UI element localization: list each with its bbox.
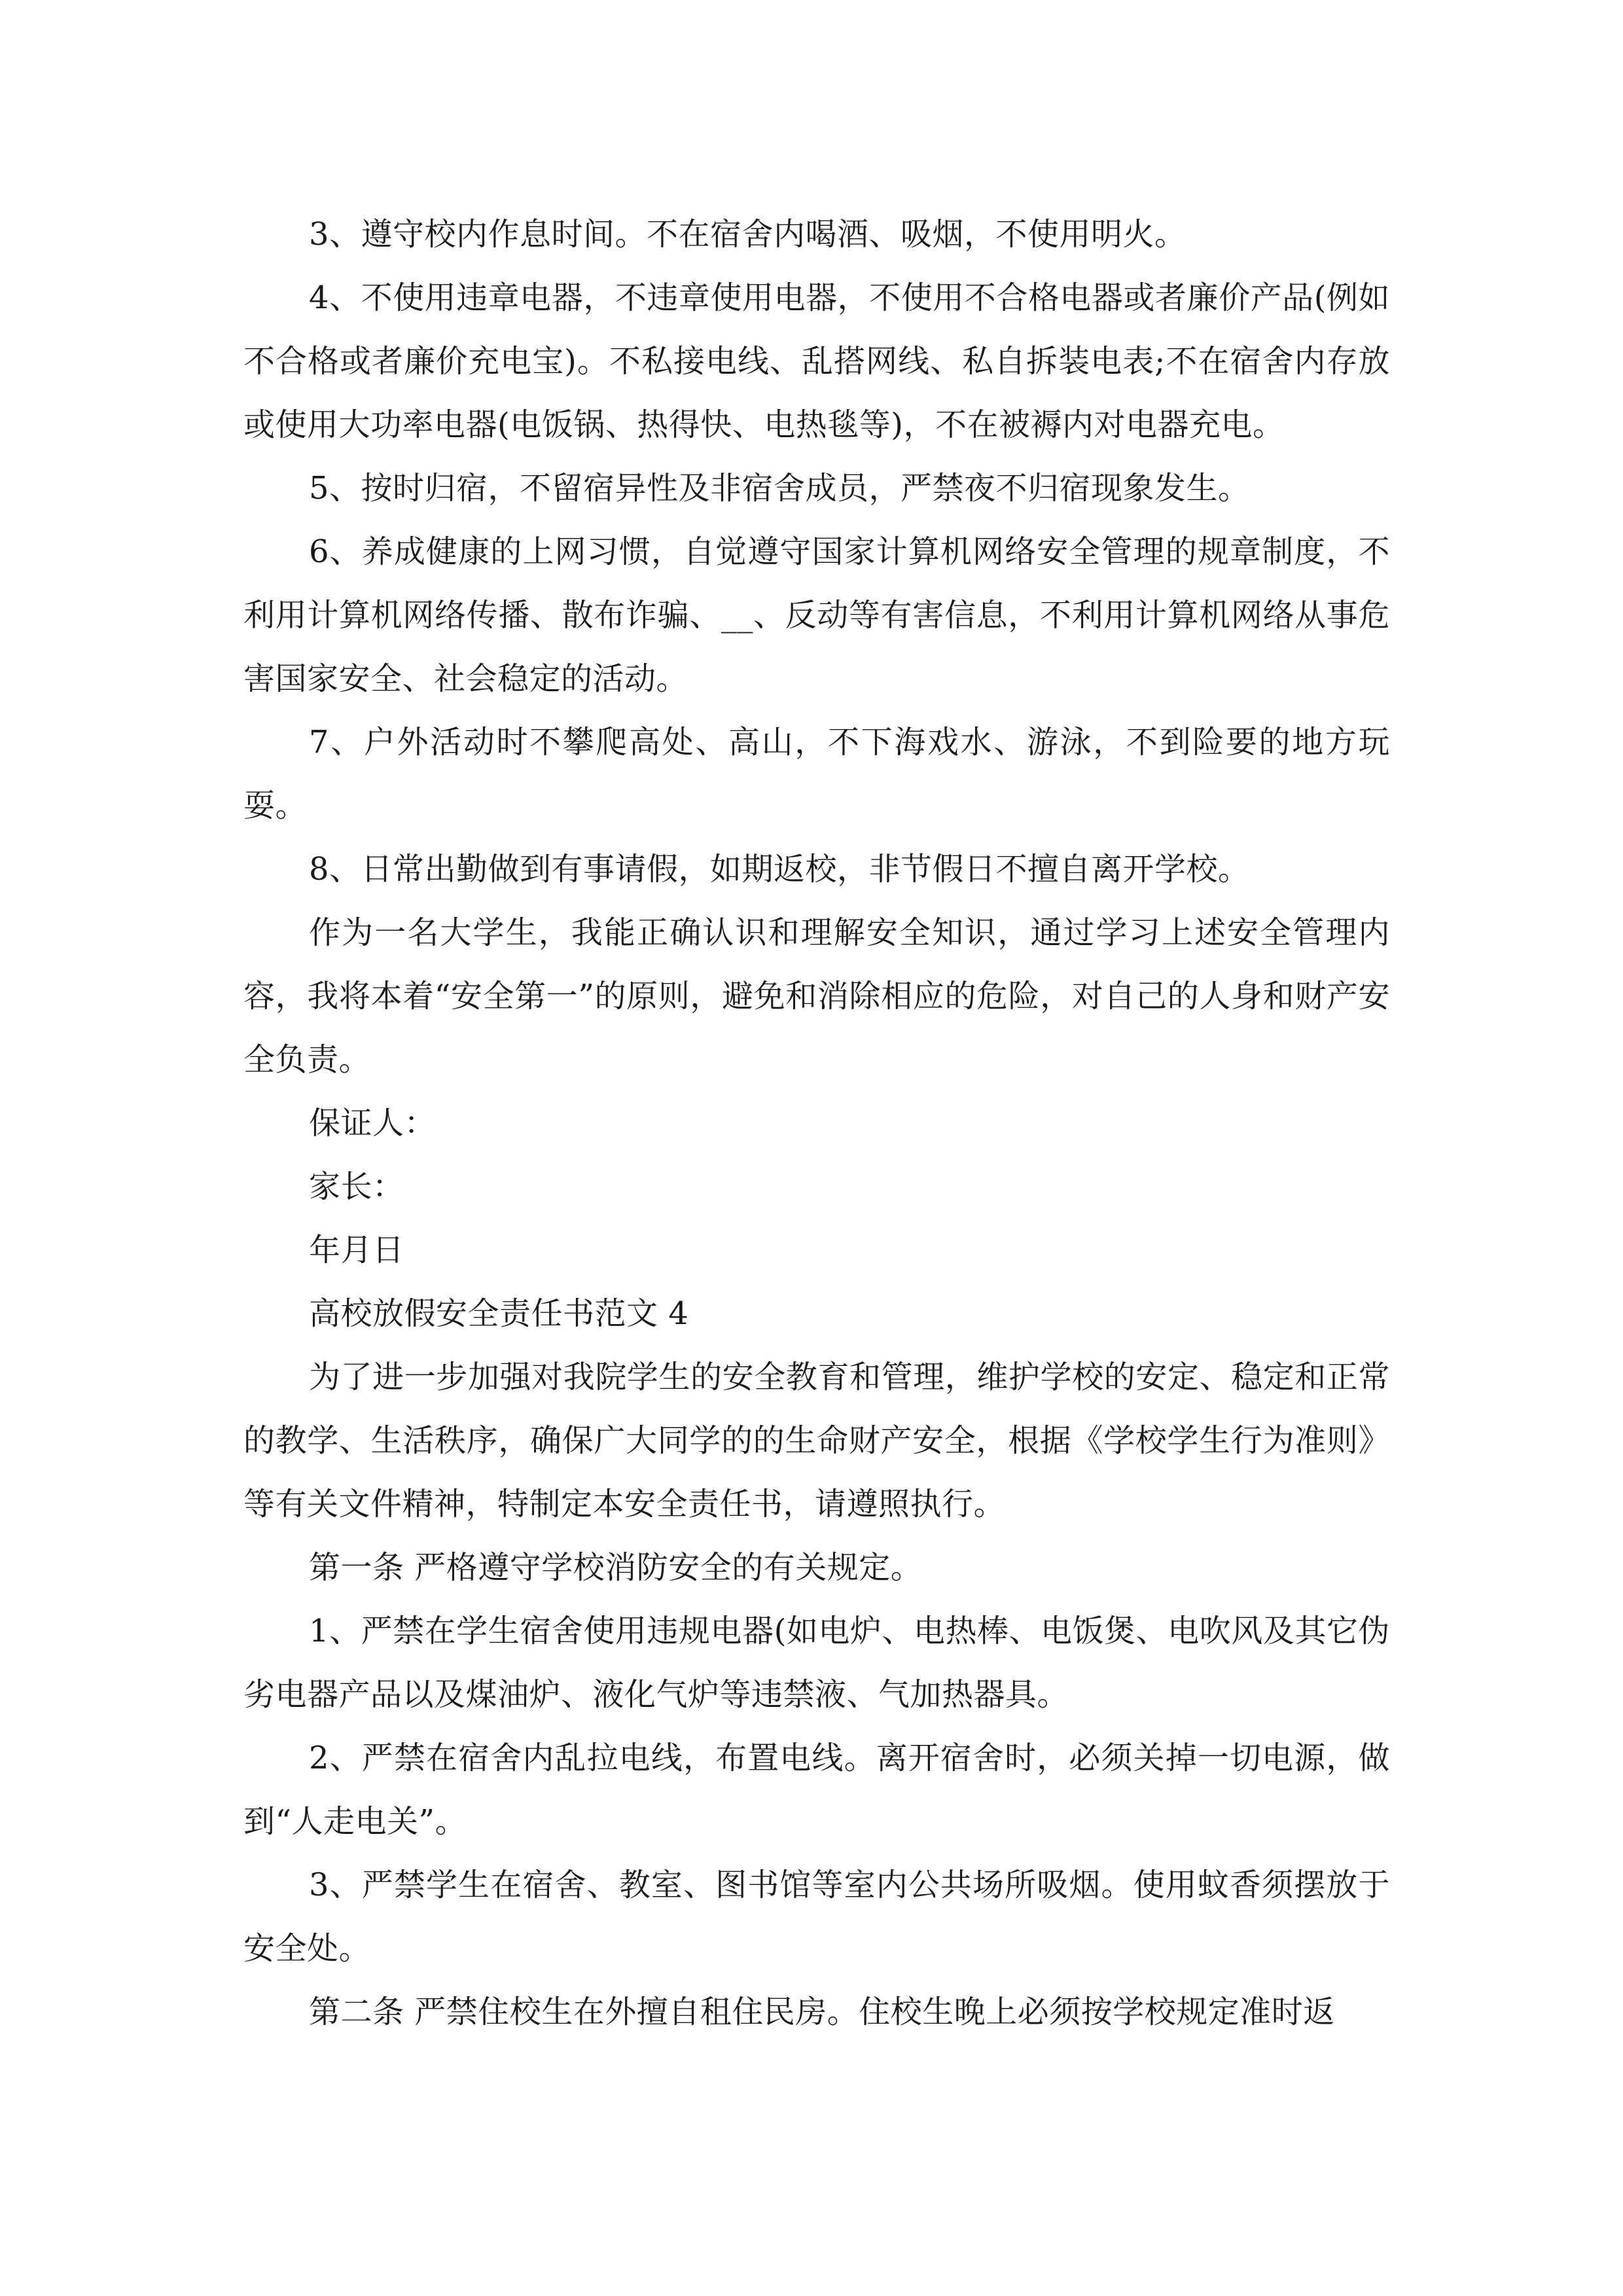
paragraph-rule-3-curfew: 3、遵守校内作息时间。不在宿舍内喝酒、吸烟，不使用明火。 (309, 216, 1186, 253)
article-1-item-1: 1、严禁在学生宿舍使用违规电器(如电炉、电热棒、电饭煲、电吹风及其它伪劣电器产品以及煤油炉、液化气炉等违禁液、气加热器具。 (243, 1613, 1390, 1713)
article-1-heading: 第一条 严格遵守学校消防安全的有关规定。 (309, 1549, 923, 1586)
paragraph-rule-4-electrical: 4、不使用违章电器，不违章使用电器，不使用不合格电器或者廉价产品(例如不合格或者廉价充电宝)。不私接电线、乱搭网线、私自拆装电表;不在宿舍内存放或使用大功率电器(电饭锅、热得快、电热毯等)，不在被褥内对电器充电。 (243, 279, 1390, 443)
paragraph-rule-6-internet: 6、养成健康的上网习惯，自觉遵守国家计算机网络安全管理的规章制度，不利用计算机网络传播、散布诈骗、__、反动等有害信息，不利用计算机网络从事危害国家安全、社会稳定的活动。 (243, 533, 1390, 697)
paragraph-rule-7-outdoor: 7、户外活动时不攀爬高处、高山，不下海戏水、游泳，不到险要的地方玩耍。 (243, 724, 1390, 824)
signature-date: 年月日 (309, 1232, 404, 1268)
article-1-item-2: 2、严禁在宿舍内乱拉电线，布置电线。离开宿舍时，必须关掉一切电源，做到“人走电关”。 (243, 1740, 1390, 1840)
article-1-item-3: 3、严禁学生在宿舍、教室、图书馆等室内公共场所吸烟。使用蚊香须摆放于安全处。 (243, 1867, 1390, 1967)
section-title: 高校放假安全责任书范文 4 (309, 1295, 689, 1332)
paragraph-commitment: 作为一名大学生，我能正确认识和理解安全知识，通过学习上述安全管理内容，我将本着“安全第一”的原则，避免和消除相应的危险，对自己的人身和财产安全负责。 (243, 914, 1390, 1078)
paragraph-intro: 为了进一步加强对我院学生的安全教育和管理，维护学校的安定、稳定和正常的教学、生活秩序，确保广大同学的的生命财产安全，根据《学校学生行为准则》等有关文件精神，特制定本安全责任书，请遵照执行。 (243, 1359, 1390, 1522)
document-body (243, 203, 1390, 2044)
paragraph-rule-8-attendance: 8、日常出勤做到有事请假，如期返校，非节假日不擅自离开学校。 (309, 851, 1250, 888)
signature-guarantor: 保证人： (309, 1105, 437, 1141)
article-2-heading: 第二条 严禁住校生在外擅自租住民房。住校生晚上必须按学校规定准时返 (309, 1994, 1335, 2030)
signature-parent: 家长： (309, 1168, 404, 1205)
paragraph-rule-5-return: 5、按时归宿，不留宿异性及非宿舍成员，严禁夜不归宿现象发生。 (309, 470, 1250, 507)
